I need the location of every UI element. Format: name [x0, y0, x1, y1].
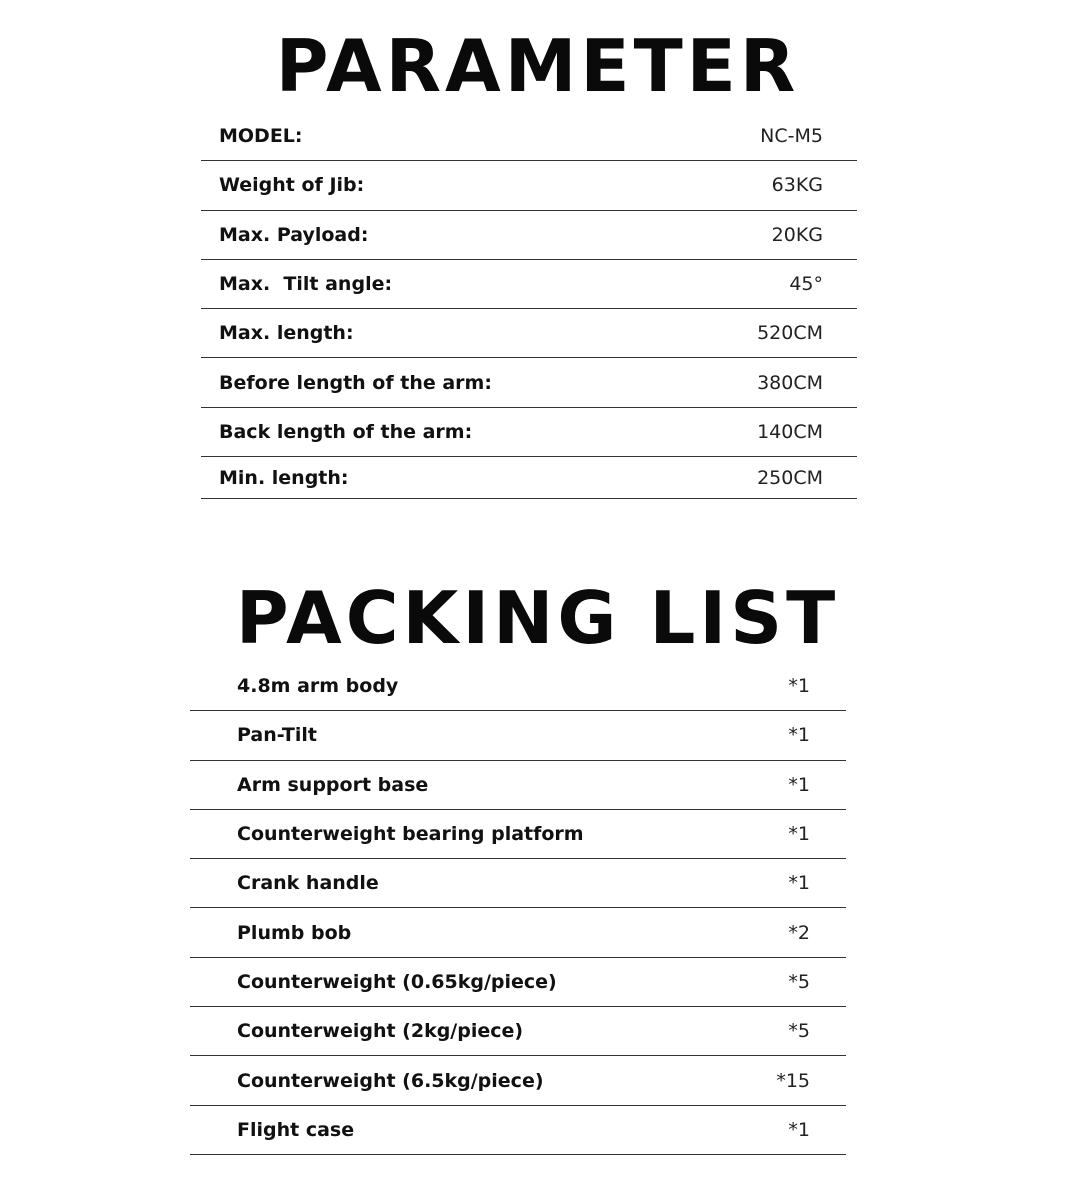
packing-item-quantity: *5 [788, 970, 810, 993]
parameter-row [201, 309, 857, 358]
packing-list-row [190, 1106, 846, 1155]
parameter-value: 250CM [757, 466, 823, 489]
packing-item-label: Flight case [237, 1118, 355, 1141]
packing-item-quantity: *5 [788, 1020, 810, 1043]
parameter-row [201, 112, 857, 161]
packing-item-quantity: *1 [788, 773, 810, 796]
packing-item-label: Pan-Tilt [237, 724, 317, 747]
parameter-value: 380CM [757, 371, 823, 394]
packing-item-label: Counterweight bearing platform [237, 823, 584, 846]
packing-item-quantity: *1 [788, 724, 810, 747]
parameter-row [201, 161, 857, 210]
parameter-row [201, 211, 857, 260]
parameter-label: MODEL: [219, 125, 303, 148]
packing-item-label: Arm support base [237, 773, 429, 796]
packing-list-row [190, 810, 846, 859]
parameter-label: Max. Payload: [219, 223, 369, 246]
packing-item-quantity: *1 [788, 1118, 810, 1141]
parameter-label: Before length of the arm: [219, 371, 492, 394]
packing-list-row [190, 761, 846, 810]
parameter-label: Min. length: [219, 466, 349, 489]
packing-item-label: Counterweight (0.65kg/piece) [237, 970, 557, 993]
packing-item-label: 4.8m arm body [237, 675, 399, 698]
parameter-row [201, 260, 857, 309]
packing-list-row [190, 1056, 846, 1105]
parameter-value: 20KG [771, 223, 823, 246]
packing-list-row [190, 908, 846, 957]
parameter-label: Back length of the arm: [219, 420, 473, 443]
parameter-heading: PARAMETER [275, 24, 800, 108]
parameter-label: Max. length: [219, 322, 354, 345]
packing-list-row [190, 958, 846, 1007]
packing-list-row [190, 859, 846, 908]
packing-item-label: Counterweight (6.5kg/piece) [237, 1069, 544, 1092]
packing-list-row [190, 1007, 846, 1056]
packing-item-quantity: *2 [788, 921, 810, 944]
parameter-label: Weight of Jib: [219, 174, 365, 197]
parameter-value: 520CM [757, 322, 823, 345]
packing-item-label: Plumb bob [237, 921, 352, 944]
parameter-row [201, 358, 857, 407]
parameter-value: 140CM [757, 420, 823, 443]
packing-item-label: Crank handle [237, 872, 379, 895]
packing-item-quantity: *15 [776, 1069, 810, 1092]
parameter-value: 63KG [771, 174, 823, 197]
packing-list-table [190, 662, 846, 1155]
packing-list-row [190, 711, 846, 760]
packing-list-row [190, 662, 846, 711]
packing-list-heading: PACKING LIST [235, 576, 840, 660]
packing-item-quantity: *1 [788, 675, 810, 698]
parameter-value: NC-M5 [760, 125, 823, 148]
parameter-row [201, 408, 857, 457]
parameter-label: Max. Tilt angle: [219, 273, 393, 296]
packing-item-quantity: *1 [788, 823, 810, 846]
packing-item-label: Counterweight (2kg/piece) [237, 1020, 524, 1043]
parameter-value: 45° [789, 273, 823, 296]
parameter-row [201, 457, 857, 499]
packing-item-quantity: *1 [788, 872, 810, 895]
parameter-table [201, 112, 857, 499]
